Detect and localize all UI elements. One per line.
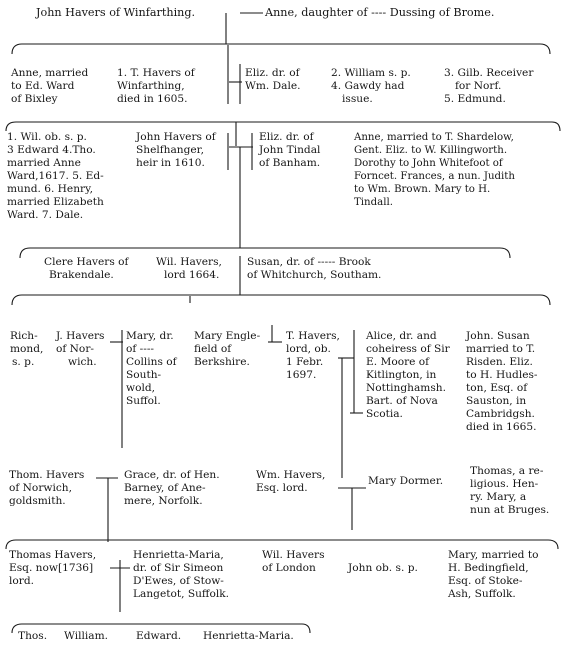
line: Forncet. Frances, a nun. Judith (354, 171, 515, 182)
line: John ob. s. p. (348, 562, 418, 574)
line: Risden. Eliz. (466, 356, 533, 368)
line: South- (126, 369, 162, 381)
line: E. Moore of (366, 356, 430, 368)
anne-dussing: Anne, daughter of ---- Dussing of Brome. (265, 6, 495, 19)
line: of ---- (126, 343, 154, 355)
line: T. Havers, (286, 330, 340, 342)
line: Wil. Havers (262, 549, 325, 561)
line: wold, (126, 382, 155, 394)
line: 3 Edward 4.Tho. (7, 144, 96, 156)
line: Dorothy to John Whitefoot of (354, 158, 503, 169)
line: married Anne (7, 157, 81, 169)
line: of London (262, 562, 316, 574)
line: to Ed. Ward (11, 80, 75, 92)
line: Clere Havers of (44, 256, 129, 268)
edward-child: Edward. (136, 630, 182, 642)
line: 1697. (286, 369, 317, 381)
line: 1 Febr. (286, 356, 324, 368)
line: mere, Norfolk. (124, 495, 203, 507)
line: heir in 1610. (136, 157, 205, 169)
line: to H. Hudles- (466, 369, 538, 381)
line: John Tindal (259, 144, 321, 156)
line: D'Ewes, of Stow- (133, 575, 224, 587)
line: Alice, dr. and (366, 330, 437, 342)
line: Thomas, a re- (470, 465, 544, 477)
line: Kitlington, in (366, 369, 437, 381)
line: Grace, dr. of Hen. (124, 469, 220, 481)
line: died in 1665. (466, 421, 537, 433)
line: coheiress of Sir (366, 343, 450, 355)
line: Eliz. dr. of (259, 131, 314, 143)
line: of Whitchurch, Southam. (247, 269, 382, 281)
john-havers-winfarthing: John Havers of Winfarthing. (36, 6, 196, 19)
line: of Norwich, (9, 482, 72, 494)
line: 1. Wil. ob. s. p. (7, 131, 87, 143)
line: lord 1664. (164, 269, 220, 281)
line: Collins of (126, 356, 177, 368)
line: Eliz. dr. of (245, 67, 300, 79)
line: Langetot, Suffolk. (133, 588, 230, 600)
line: issue. (342, 93, 373, 105)
line: mund. 6. Henry, (7, 183, 94, 195)
line: Barney, of Ane- (124, 482, 206, 494)
line: Wm. Dale. (245, 80, 301, 92)
line: Thomas Havers, (9, 549, 97, 561)
line: Susan, dr. of ----- Brook (247, 256, 371, 268)
line: Brakendale. (49, 269, 114, 281)
line: lord, ob. (286, 343, 331, 355)
henrietta-maria-child: Henrietta-Maria. (203, 630, 294, 642)
line: to Wm. Brown. Mary to H. (354, 184, 491, 195)
line: of Nor- (56, 343, 94, 355)
line: ton, Esq. of (466, 382, 528, 394)
line: Mary Dormer. (368, 475, 444, 487)
line: Rich- (10, 330, 38, 342)
line: Suffol. (126, 395, 161, 407)
line: Mary Engle- (194, 330, 261, 342)
line: John. Susan (466, 330, 530, 342)
line: H. Bedingfield, (448, 562, 529, 574)
line: Cambridgsh. (466, 408, 535, 420)
line: married to T. (466, 343, 536, 355)
line: 2. William s. p. (331, 67, 411, 79)
line: wich. (68, 356, 97, 368)
line: Tindall. (354, 197, 393, 208)
line: mond, (10, 343, 44, 355)
line: ligious. Hen- (470, 478, 539, 490)
william-child: William. (64, 630, 108, 642)
line: Nottinghamsh. (366, 382, 446, 394)
line: ry. Mary, a (470, 491, 527, 503)
line: Berkshire. (194, 356, 250, 368)
line: Wm. Havers, (256, 469, 326, 481)
line: Shelfhanger, (136, 144, 204, 156)
line: Wil. Havers, (156, 256, 222, 268)
line: 3. Gilb. Receiver (444, 67, 534, 79)
line: for Norf. (455, 80, 502, 92)
line: Esq. now[1736] (9, 562, 94, 574)
line: nun at Bruges. (470, 504, 550, 516)
line: Esq. of Stoke- (448, 575, 523, 587)
line: John Havers of (136, 131, 216, 143)
line: Henrietta-Maria, (133, 549, 224, 561)
line: Ward,1617. 5. Ed- (7, 170, 104, 182)
line: Anne, married (11, 67, 89, 79)
line: 5. Edmund. (444, 93, 506, 105)
line: field of (194, 343, 232, 355)
line: Sauston, in (466, 395, 527, 407)
line: Ward. 7. Dale. (7, 209, 84, 221)
line: Esq. lord. (256, 482, 308, 494)
line: Anne, married to T. Shardelow, (354, 132, 514, 143)
line: Mary, dr. (126, 330, 174, 342)
line: Gent. Eliz. to W. Killingworth. (354, 145, 508, 156)
line: Bart. of Nova (366, 395, 438, 407)
line: died in 1605. (117, 93, 188, 105)
line: of Bixley (11, 93, 58, 105)
line: Scotia. (366, 408, 403, 420)
line: Mary, married to (448, 549, 539, 561)
line: J. Havers (56, 330, 105, 342)
line: of Banham. (259, 157, 321, 169)
line: Ash, Suffolk. (448, 588, 516, 600)
line: s. p. (12, 356, 35, 368)
line: lord. (9, 575, 34, 587)
thos-child: Thos. (18, 630, 48, 642)
line: 4. Gawdy had (331, 80, 405, 92)
line: goldsmith. (9, 495, 66, 507)
line: Winfarthing, (117, 80, 185, 92)
line: dr. of Sir Simeon (133, 562, 224, 574)
line: 1. T. Havers of (117, 67, 195, 79)
line: married Elizabeth (7, 196, 104, 208)
line: Thom. Havers (9, 469, 85, 481)
